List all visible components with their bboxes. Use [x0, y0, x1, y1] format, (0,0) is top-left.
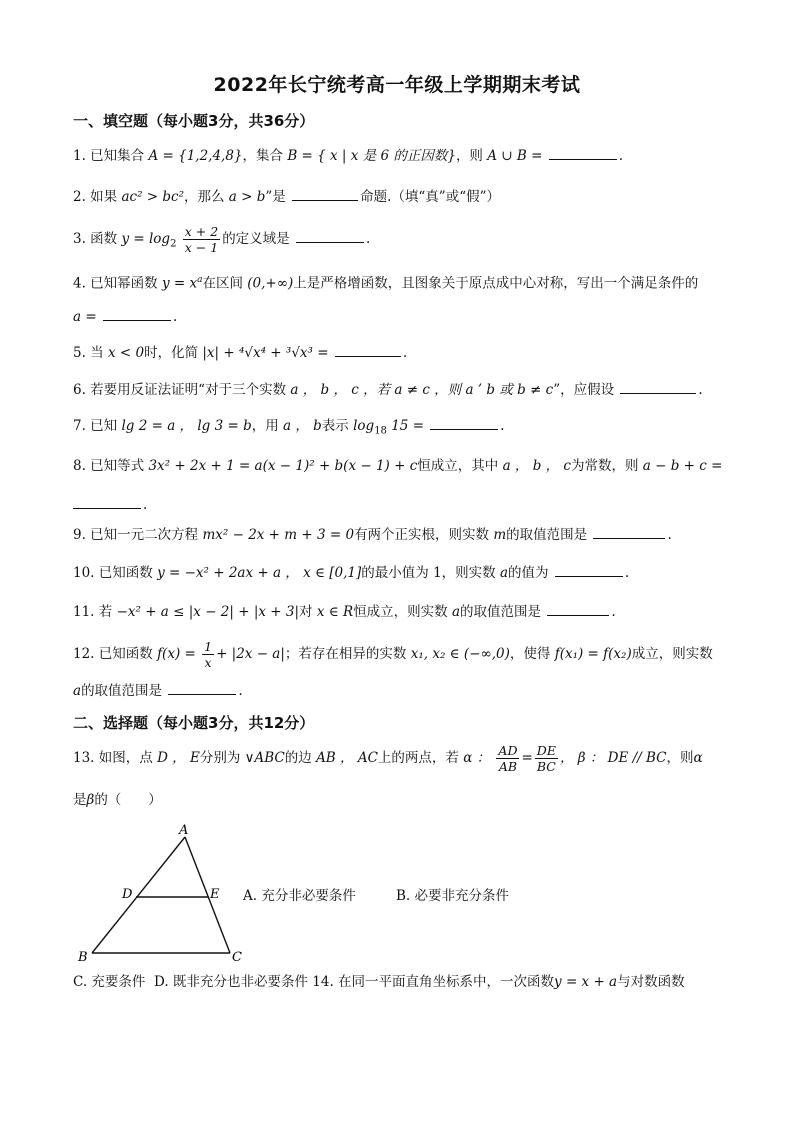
choices-and-question-14: C. 充要条件 D. 既非充分也非必要条件 14. 在同一平面直角坐标系中，一次函数y = x + a与对数函数 — [73, 974, 685, 990]
choice-b[interactable]: B. 必要非充分条件 — [396, 888, 510, 904]
fraction: $\frac{AD}{AB}$ — [498, 743, 518, 774]
fraction: $\frac{x + 2}{x - 1}$ — [184, 224, 219, 255]
question-12-cont: a的取值范围是 . — [73, 680, 723, 701]
question-12: 12. 已知函数 f(x) = $\frac{1}{x}$ + |2x − a|；若存在相异的实数 x₁, x₂ ∈ (−∞,0)，使得 f(x₁) = f(x₂)成立，则实数 — [73, 639, 713, 670]
vertex-b-label: B — [78, 950, 88, 965]
question-9: 9. 已知一元二次方程 mx² − 2x + m + 3 = 0有两个正实根，则实数 m的取值范围是 . — [73, 524, 723, 545]
exam-title: 2022年长宁统考高一年级上学期期末考试 — [213, 74, 581, 96]
answer-blank[interactable] — [547, 601, 609, 616]
answer-blank[interactable] — [549, 145, 617, 160]
answer-blank[interactable] — [430, 415, 498, 430]
question-1: 1. 已知集合 A = {1,2,4,8}，集合 B = { x | x 是 6 的正因数}，则 A ∪ B = . — [73, 145, 723, 166]
question-6: 6. 若要用反证法证明“对于三个实数 a ， b ， c ，若 a ≠ c ，则 a ’ b 或 b ≠ c”，应假设 . — [73, 379, 723, 400]
question-3: 3. 函数 $y = \log_2$ $\frac{x + 2}{x - 1}$ 的定义域是 . — [73, 224, 371, 255]
point-d-label: D — [122, 887, 133, 902]
question-4-cont: a = . — [73, 306, 723, 327]
question-5: 5. 当 x < 0时，化简 |x| + ⁴√x⁴ + ³√x³ = . — [73, 342, 723, 363]
answer-blank[interactable] — [335, 342, 401, 357]
point-e-label: E — [210, 887, 220, 902]
section-choice-heading: 二、选择题（每小题3分，共12分） — [73, 714, 315, 732]
choice-d[interactable]: D. 既非充分也非必要条件 — [154, 974, 308, 990]
question-2: 2. 如果 ac² > bc²，那么 a > b”是 命题.（填“真”或“假”） — [73, 186, 723, 207]
answer-blank[interactable] — [620, 379, 696, 394]
side-ac — [185, 837, 230, 953]
answer-blank[interactable] — [292, 186, 358, 201]
vertex-a-label: A — [179, 823, 189, 838]
choice-a[interactable]: A. 充分非必要条件 — [243, 888, 356, 904]
vertex-c-label: C — [232, 950, 242, 965]
question-8: 8. 已知等式 3x² + 2x + 1 = a(x − 1)² + b(x − 1) + c恒成立，其中 a ， b ， c为常数，则 a − b + c = — [73, 458, 723, 474]
answer-blank[interactable] — [103, 306, 171, 321]
side-ab — [92, 837, 185, 953]
question-13: 13. 如图，点 D ， E分别为 ∨ABC的边 AB ， AC上的两点，若 α ： $\frac{AD}{AB}$ = $\frac{DE}{BC}$ ， β ： DE // BC，则α — [73, 743, 703, 774]
question-13-cont: 是β的（ ） — [73, 792, 162, 808]
question-8-cont: . — [73, 494, 723, 515]
answer-blank[interactable] — [168, 680, 236, 695]
answer-blank[interactable] — [593, 524, 665, 539]
question-4: 4. 已知幂函数 $y = x^a$在区间 (0,+∞)上是严格增函数，且图象关于原点成中心对称，写出一个满足条件的 — [73, 275, 699, 292]
question-7: 7. 已知 lg 2 = a ， lg 3 = b，用 a ， b表示 $\log_{18} 15$ = . — [73, 415, 723, 442]
section-fill-in-heading: 一、填空题（每小题3分，共36分） — [73, 112, 315, 130]
answer-blank[interactable] — [73, 494, 141, 509]
choice-c[interactable]: C. 充要条件 — [73, 974, 146, 990]
fraction: $\frac{1}{x}$ — [204, 639, 213, 670]
question-11: 11. 若 −x² + a ≤ |x − 2| + |x + 3|对 x ∈ R恒成立，则实数 a的取值范围是 . — [73, 601, 723, 622]
answer-blank[interactable] — [555, 562, 623, 577]
fraction: $\frac{DE}{BC}$ — [536, 743, 556, 774]
question-10: 10. 已知函数 y = −x² + 2ax + a ， x ∈ [0,1]的最小值为 1，则实数 a的值为 . — [73, 562, 723, 583]
triangle-figure — [70, 822, 260, 967]
answer-blank[interactable] — [296, 228, 364, 243]
